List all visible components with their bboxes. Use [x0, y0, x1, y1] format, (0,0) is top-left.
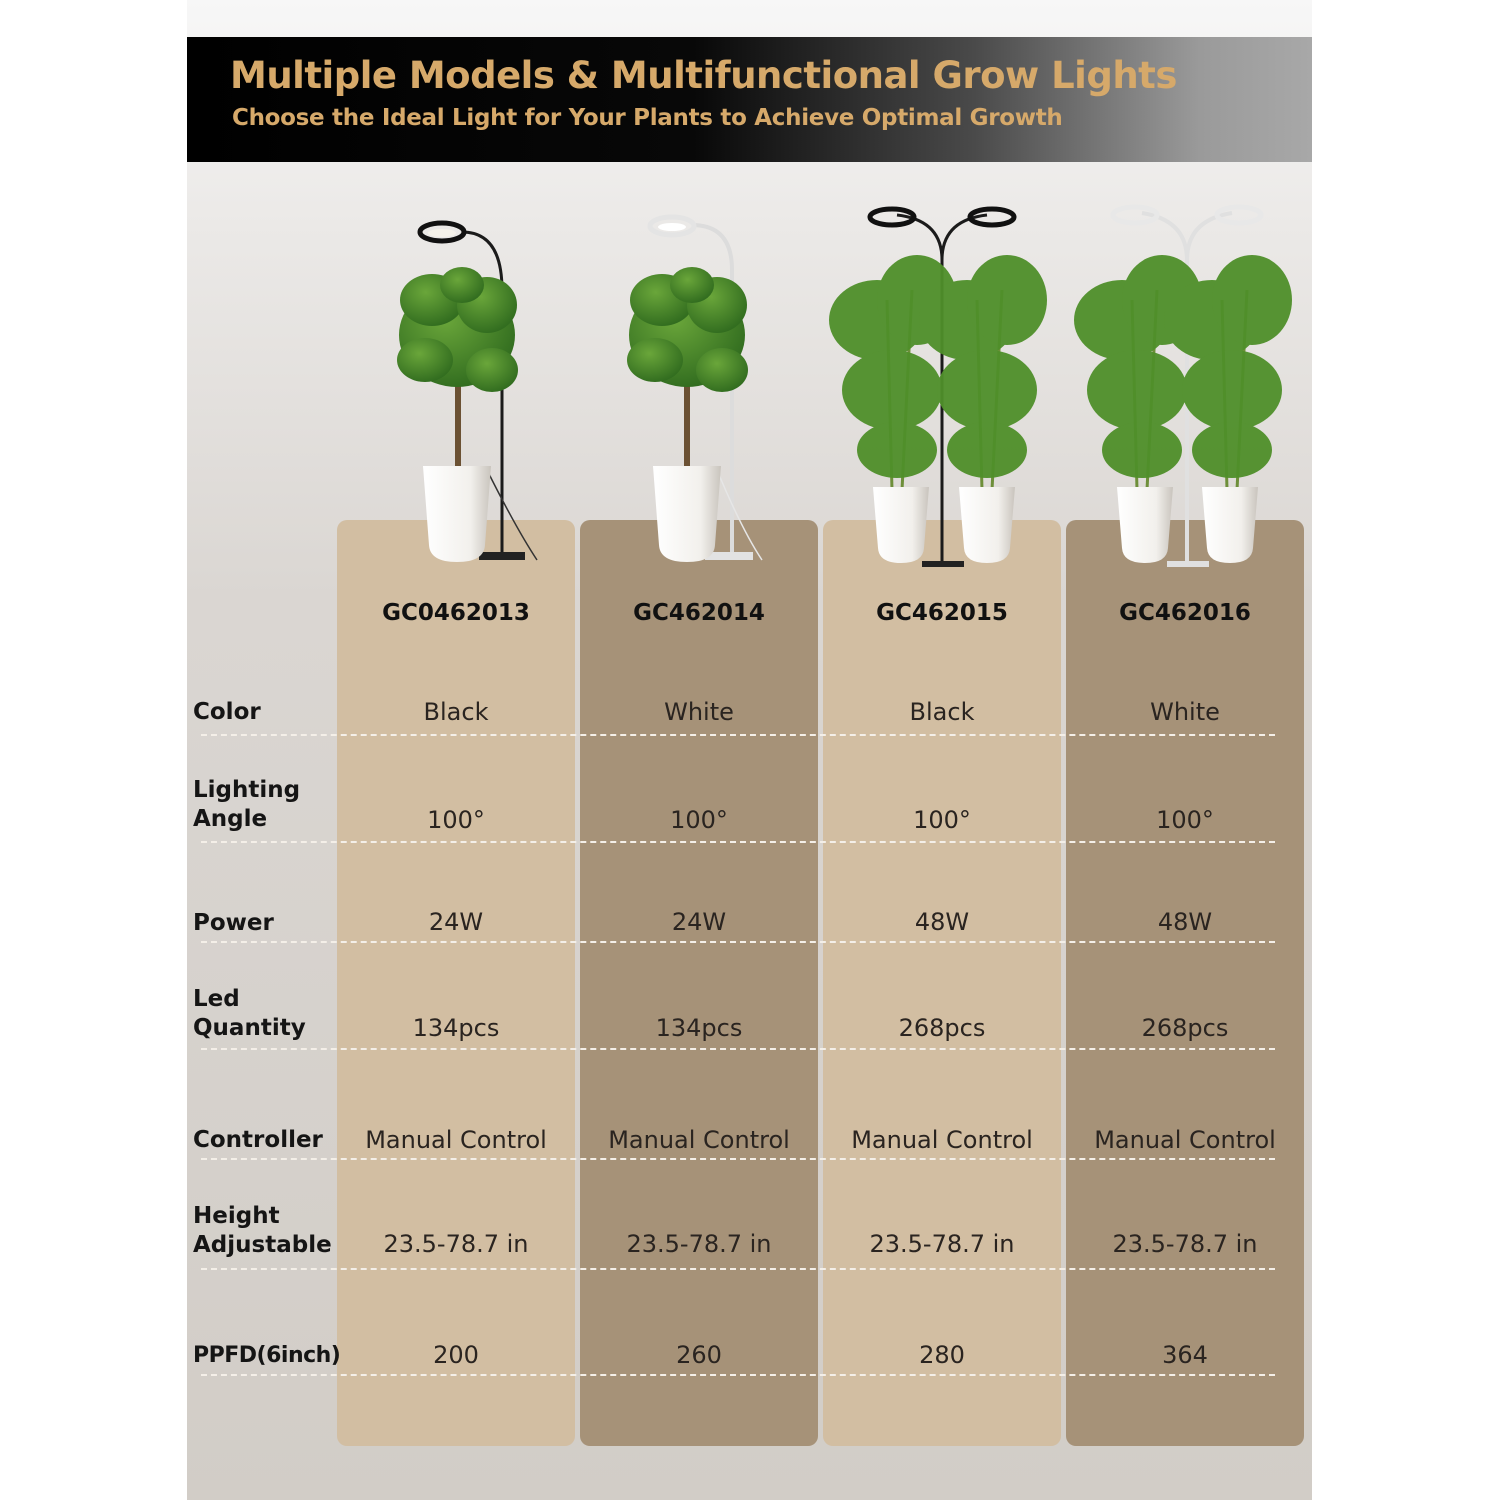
cell-color-1: Black	[423, 698, 489, 726]
product-image-4	[1074, 207, 1292, 567]
cell-led-1: 134pcs	[412, 1014, 500, 1042]
cell-color-3: Black	[909, 698, 975, 726]
cell-height-2: 23.5-78.7 in	[626, 1230, 772, 1258]
cell-led-4: 268pcs	[1141, 1014, 1229, 1042]
column-model-3	[823, 520, 1061, 1446]
product-illustrations	[187, 0, 1312, 600]
cell-height-1: 23.5-78.7 in	[383, 1230, 529, 1258]
row-label-controller: Controller	[193, 1127, 323, 1153]
cell-controller-2: Manual Control	[608, 1126, 790, 1154]
cell-color-2: White	[664, 698, 734, 726]
column-model-1	[337, 520, 575, 1446]
row-divider	[201, 1048, 1275, 1050]
cell-power-3: 48W	[914, 908, 970, 936]
cell-color-4: White	[1150, 698, 1220, 726]
cell-power-1: 24W	[428, 908, 484, 936]
row-divider	[201, 841, 1275, 843]
cell-power-2: 24W	[671, 908, 727, 936]
product-image-2	[627, 217, 762, 562]
row-label-led-quantity: Led Quantity	[193, 986, 306, 1041]
cell-led-2: 134pcs	[655, 1014, 743, 1042]
model-name-1: GC0462013	[382, 600, 530, 626]
row-label-color: Color	[193, 699, 261, 725]
cell-ppfd-4: 364	[1162, 1341, 1208, 1369]
row-label-power: Power	[193, 910, 274, 936]
cell-power-4: 48W	[1157, 908, 1213, 936]
column-model-4	[1066, 520, 1304, 1446]
cell-controller-3: Manual Control	[851, 1126, 1033, 1154]
row-label-lighting-angle: Lighting Angle	[193, 777, 301, 832]
banner-title: Multiple Models & Multifunctional Grow Lights	[230, 54, 1177, 97]
cell-angle-3: 100°	[913, 806, 971, 834]
product-image-1	[397, 223, 537, 562]
row-divider	[201, 1268, 1275, 1270]
cell-controller-1: Manual Control	[365, 1126, 547, 1154]
comparison-canvas	[187, 0, 1312, 1500]
cell-angle-4: 100°	[1156, 806, 1214, 834]
model-name-2: GC462014	[633, 600, 765, 626]
row-divider	[201, 941, 1275, 943]
product-image-3	[829, 209, 1047, 567]
row-label-height-adjustable: Height Adjustable	[193, 1203, 332, 1258]
row-divider	[201, 734, 1275, 736]
cell-height-3: 23.5-78.7 in	[869, 1230, 1015, 1258]
cell-ppfd-1: 200	[433, 1341, 479, 1369]
row-divider	[201, 1374, 1275, 1376]
model-name-3: GC462015	[876, 600, 1008, 626]
cell-ppfd-3: 280	[919, 1341, 965, 1369]
cell-controller-4: Manual Control	[1094, 1126, 1276, 1154]
banner-subtitle: Choose the Ideal Light for Your Plants to Achieve Optimal Growth	[232, 105, 1063, 131]
cell-angle-1: 100°	[427, 806, 485, 834]
cell-ppfd-2: 260	[676, 1341, 722, 1369]
model-name-4: GC462016	[1119, 600, 1251, 626]
row-label-ppfd: PPFD(6inch)	[193, 1343, 341, 1368]
cell-height-4: 23.5-78.7 in	[1112, 1230, 1258, 1258]
cell-led-3: 268pcs	[898, 1014, 986, 1042]
row-divider	[201, 1158, 1275, 1160]
cell-angle-2: 100°	[670, 806, 728, 834]
column-model-2	[580, 520, 818, 1446]
